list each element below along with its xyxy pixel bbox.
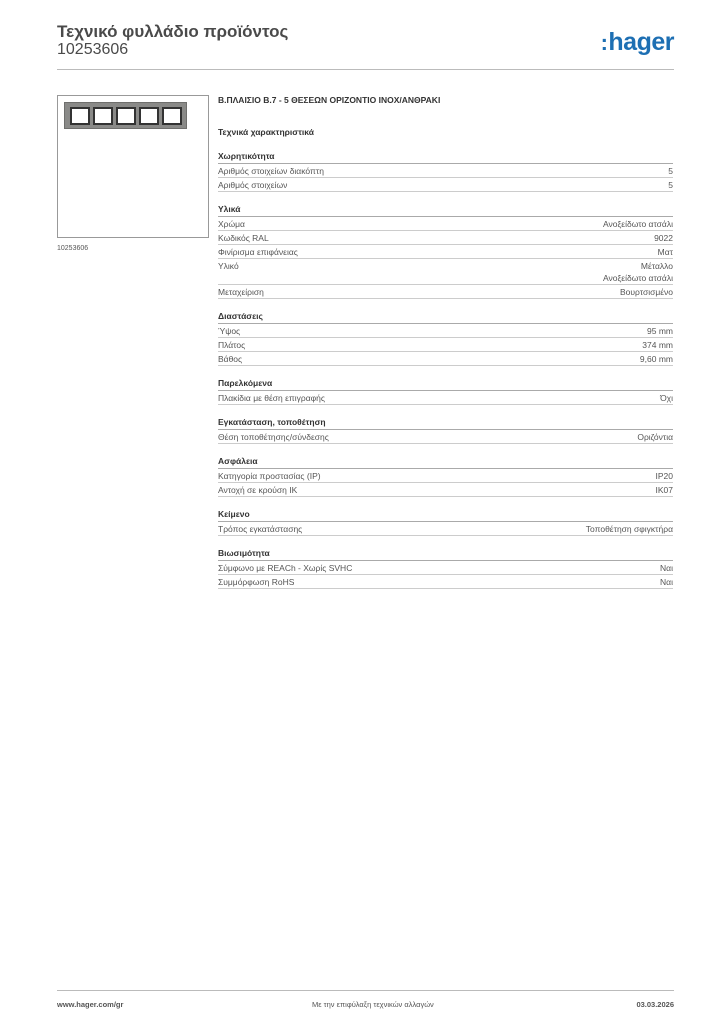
product-image [57, 95, 209, 238]
spec-value: 5 [668, 180, 673, 190]
spec-row [218, 561, 673, 575]
spec-value: 374 mm [642, 340, 673, 350]
spec-label: Συμμόρφωση RoHS [218, 577, 295, 587]
spec-section [218, 509, 673, 536]
spec-value: Οριζόντια [637, 432, 673, 442]
document-title: Τεχνικό φυλλάδιο προϊόντος [57, 22, 289, 41]
spec-label: Πλάτος [218, 340, 246, 350]
spec-value: 9022 [654, 233, 673, 243]
spec-subtitle: Τεχνικά χαρακτηριστικά [218, 127, 314, 137]
spec-row [218, 324, 673, 338]
image-caption: 10253606 [57, 245, 89, 252]
spec-label: Μεταχείριση [218, 287, 264, 297]
spec-value: 5 [668, 166, 673, 176]
frame-illustration [64, 102, 187, 129]
page-footer [57, 990, 674, 1015]
spec-row [218, 217, 673, 231]
spec-section [218, 378, 673, 405]
frame-slot [116, 107, 136, 125]
frame-slot [70, 107, 90, 125]
spec-row [218, 352, 673, 366]
spec-value: Τοποθέτηση σφιγκτήρα [585, 524, 673, 534]
spec-label: Αντοχή σε κρούση IK [218, 485, 298, 495]
spec-section [218, 548, 673, 589]
spec-row [218, 469, 673, 483]
spec-label: Ύψος [218, 326, 241, 336]
spec-sections [218, 151, 673, 589]
spec-row [218, 338, 673, 352]
spec-label: Υλικό [218, 261, 239, 271]
spec-value: Ματ [657, 247, 673, 257]
section-title: Υλικά [218, 204, 673, 217]
page-header [57, 20, 674, 70]
spec-row [218, 164, 673, 178]
spec-label: Αριθμός στοιχείων [218, 180, 288, 190]
spec-label: Φινίρισμα επιφάνειας [218, 247, 298, 257]
section-title: Χωρητικότητα [218, 151, 673, 164]
spec-row [218, 259, 673, 285]
section-title: Ασφάλεια [218, 456, 673, 469]
spec-label: Τρόπος εγκατάστασης [218, 524, 303, 534]
product-name: Β.ΠΛΑΙΣΙΟ Β.7 - 5 ΘΕΣΕΩΝ ΟΡΙΖΟΝΤΙΟ ΙΝΟΧ/ΑΝΘΡΑΚΙ [218, 95, 441, 105]
spec-row [218, 430, 673, 444]
spec-row [218, 575, 673, 589]
spec-row [218, 231, 673, 245]
spec-label: Βάθος [218, 354, 243, 364]
spec-row [218, 285, 673, 299]
spec-label: Κωδικός RAL [218, 233, 269, 243]
spec-section [218, 311, 673, 366]
frame-slot [93, 107, 113, 125]
spec-section [218, 417, 673, 444]
document-code: 10253606 [57, 41, 129, 58]
spec-value: Ανοξείδωτο ατσάλι [602, 219, 673, 229]
spec-value: Ναι [660, 563, 673, 573]
spec-value: Μέταλλο Ανοξείδωτο ατσάλι [602, 261, 673, 283]
spec-row [218, 391, 673, 405]
section-title: Κείμενο [218, 509, 673, 522]
spec-row [218, 245, 673, 259]
section-title: Διαστάσεις [218, 311, 673, 324]
spec-label: Θέση τοποθέτησης/σύνδεσης [218, 432, 329, 442]
spec-value: Όχι [660, 393, 673, 403]
logo-dots: : [600, 30, 608, 55]
spec-value: Βουρτσισμένο [619, 287, 673, 297]
frame-slot [139, 107, 159, 125]
logo-text: hager [608, 28, 674, 56]
spec-value: 9,60 mm [639, 354, 673, 364]
spec-section [218, 204, 673, 299]
spec-value: IK07 [655, 485, 673, 495]
frame-slot [162, 107, 182, 125]
section-title: Παρελκόμενα [218, 378, 673, 391]
spec-value: IP20 [655, 471, 673, 481]
spec-section [218, 151, 673, 192]
spec-row [218, 178, 673, 192]
spec-label: Χρώμα [218, 219, 245, 229]
spec-value: 95 mm [647, 326, 673, 336]
spec-row [218, 483, 673, 497]
spec-label: Κατηγορία προστασίας (IP) [218, 471, 321, 481]
section-title: Εγκατάσταση, τοποθέτηση [218, 417, 673, 430]
footer-date: 03.03.2026 [636, 1000, 674, 1009]
spec-value: Ναι [660, 577, 673, 587]
spec-content [218, 95, 673, 589]
hager-logo [601, 28, 674, 57]
footer-website[interactable]: www.hager.com/gr [57, 1000, 124, 1009]
spec-row [218, 522, 673, 536]
spec-label: Σύμφωνο με REACh - Χωρίς SVHC [218, 563, 353, 573]
spec-section [218, 456, 673, 497]
spec-label: Αριθμός στοιχείων διακόπτη [218, 166, 324, 176]
spec-label: Πλακίδια με θέση επιγραφής [218, 393, 325, 403]
section-title: Βιωσιμότητα [218, 548, 673, 561]
footer-notice: Με την επιφύλαξη τεχνικών αλλαγών [312, 1000, 434, 1009]
